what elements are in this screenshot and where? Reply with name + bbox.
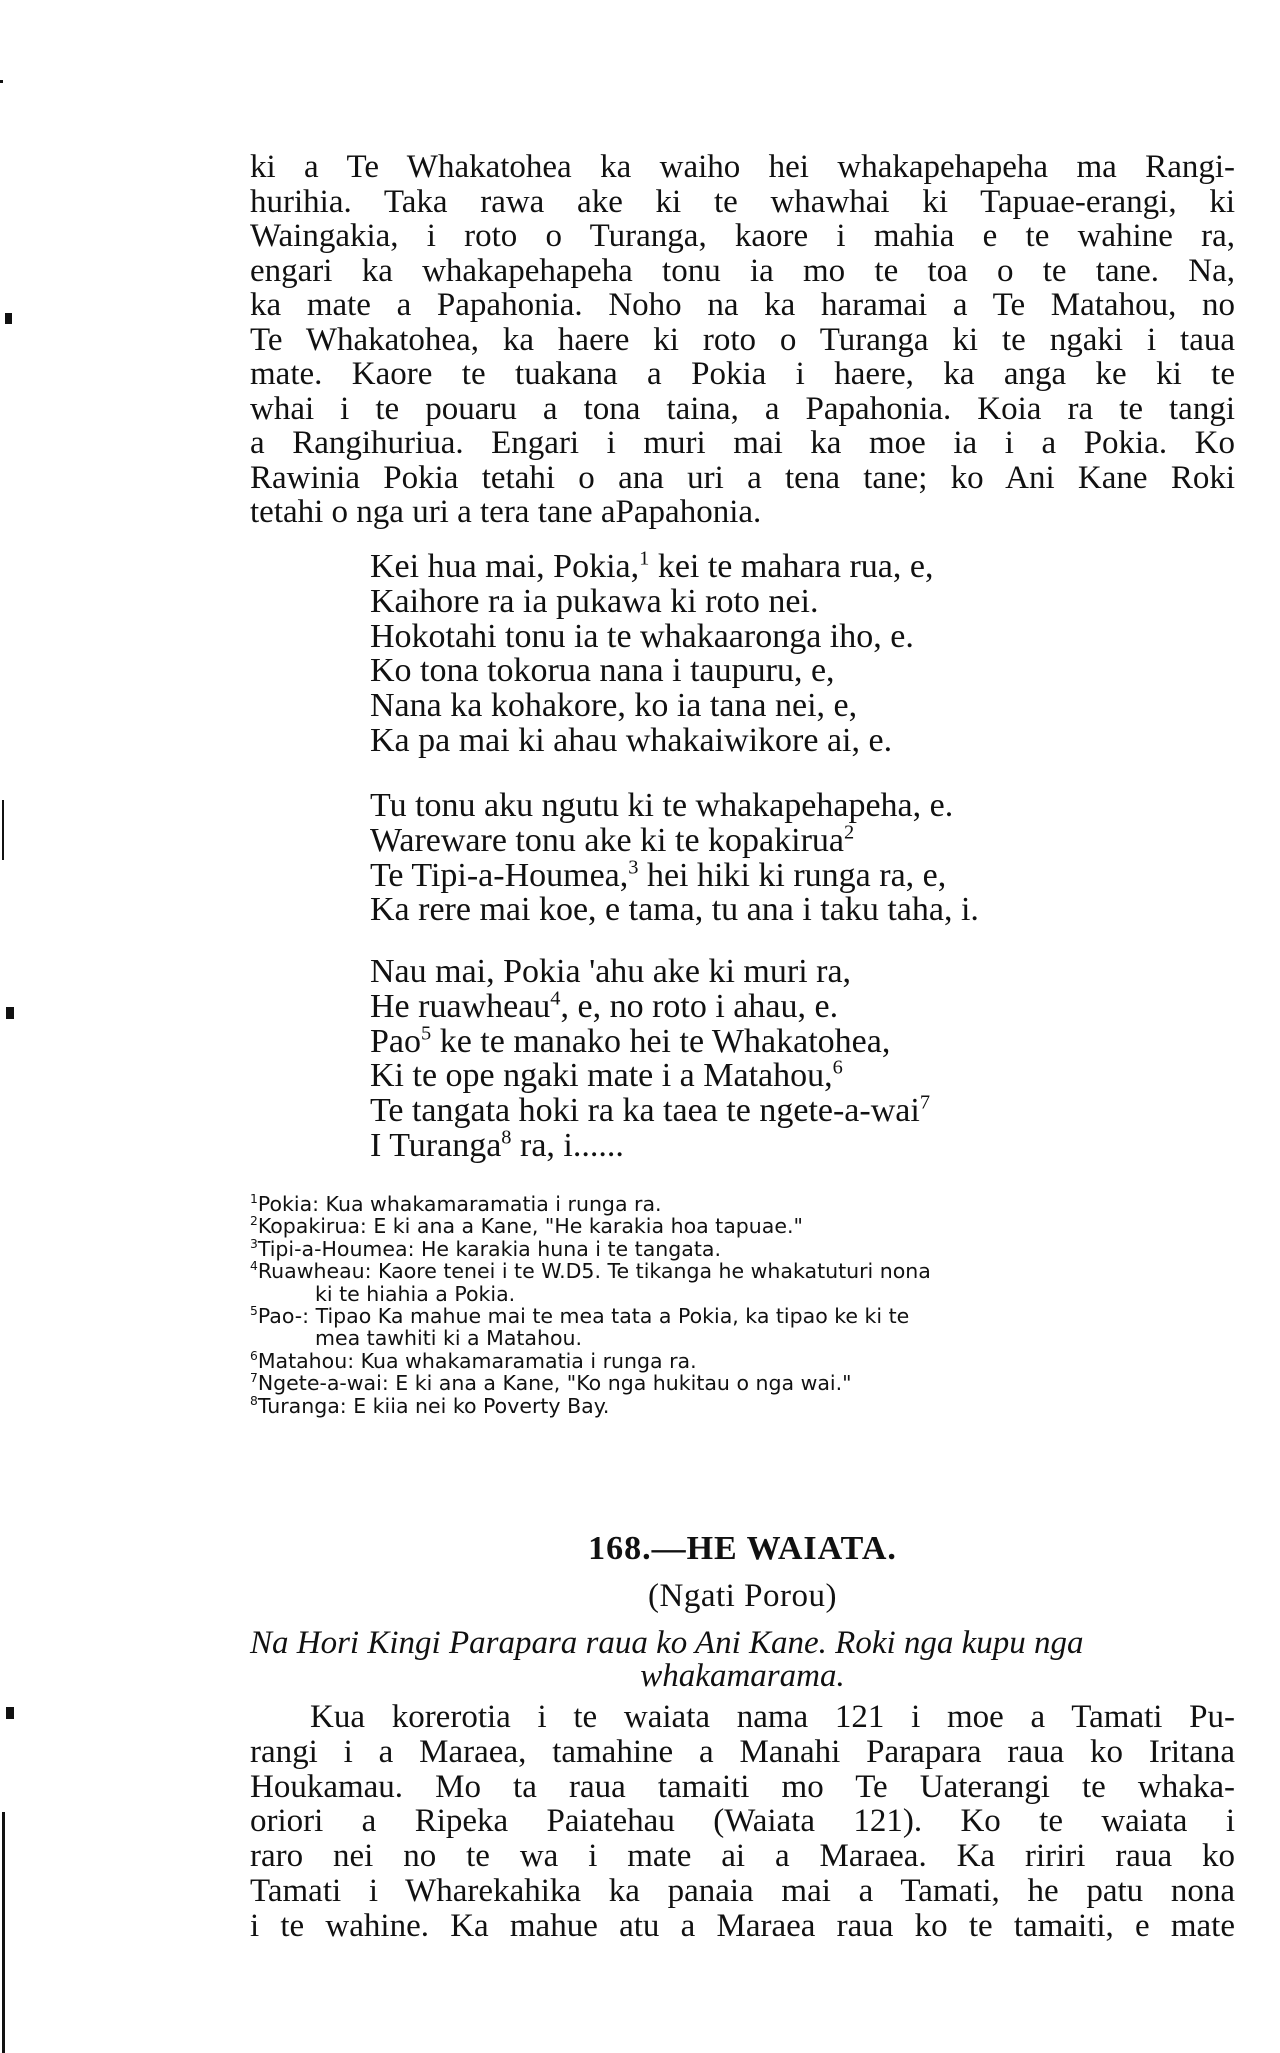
footnote: $^5$Pao-: Tipao Ka mahue mai te mea tata a Pokia, ka tipao ke ki te <box>250 1304 910 1329</box>
text-line: Tamati i Wharekahika ka panaia mai a Tamati, he patu nona <box>250 1872 1235 1909</box>
footnote-ref: 5 <box>421 1022 432 1045</box>
poem-line: Ki te ope ngaki mate i a Matahou,$^6$ <box>370 1057 843 1095</box>
footnote-ref: 1 <box>639 547 650 570</box>
scan-mark <box>5 313 12 324</box>
text-line: raro nei no te wa i mate ai a Maraea. Ka ririri raua ko <box>250 1838 1235 1875</box>
text-line: ki a Te Whakatohea ka waiho hei whakapehapeha ma Rangi- <box>250 149 1235 185</box>
poem-stanza-2 <box>370 789 979 928</box>
main-paragraph <box>250 150 1235 530</box>
footnote: $^6$Matahou: Kua whakamaramatia i runga ra. <box>250 1348 697 1373</box>
text-line: mate. Kaore te tuakana a Pokia i haere, ka anga ke ki te <box>250 356 1235 392</box>
poem-line: I Turanga$^8$ ra, i...... <box>370 1126 624 1164</box>
poem-line: Ka pa mai ki ahau whakaiwikore ai, e. <box>370 721 893 759</box>
attribution-line: whakamarama. <box>640 1658 845 1694</box>
text-line: Kua korerotia i te waiata nama 121 i moe a Tamati Pu- <box>310 1699 1235 1735</box>
attribution-line: Na Hori Kingi Parapara raua ko Ani Kane. Roki nga kupu nga <box>250 1625 1084 1661</box>
text-line: rangi i a Maraea, tamahine a Manahi Parapara raua ko Iritana <box>250 1733 1235 1770</box>
text-line: Te Whakatohea, ka haere ki roto o Turanga ki te ngaki i taua <box>250 321 1235 358</box>
text-line: hurihia. Taka rawa ake ki te whawhai ki Tapuae-erangi, ki <box>250 183 1235 220</box>
text-line: engari ka whakapehapeha tonu ia mo te toa o te tane. Na, <box>250 252 1235 289</box>
poem-line: Wareware tonu ake ki te kopakirua$^2$ <box>370 821 855 859</box>
song-subheading: (Ngati Porou) <box>648 1578 837 1614</box>
text-line: Houkamau. Mo ta raua tamaiti mo Te Uaterangi te whaka- <box>250 1768 1235 1805</box>
text-line: tetahi o nga uri a tera tane aPapahonia. <box>250 494 762 530</box>
song-paragraph <box>250 1700 1235 1944</box>
poem-line: Nana ka kohakore, ko ia tana nei, e, <box>370 687 858 725</box>
poem-line: Pao$^5$ ke te manako hei te Whakatohea, <box>370 1022 891 1060</box>
footnote-ref: 8 <box>501 1126 512 1149</box>
poem-stanza-1 <box>370 547 934 759</box>
text-line: Waingakia, i roto o Turanga, kaore i mahia e te wahine ra, <box>250 218 1235 254</box>
text-line: oriori a Ripeka Paiatehau (Waiata 121). Ko te waiata i <box>250 1803 1235 1840</box>
footnote: $^1$Pokia: Kua whakamaramatia i runga ra. <box>250 1192 662 1216</box>
text-line: a Rangihuriua. Engari i muri mai ka moe ia i a Pokia. Ko <box>250 425 1235 461</box>
footnote: $^2$Kopakirua: E ki ana a Kane, "He karakia hoa tapuae." <box>250 1214 803 1239</box>
scan-mark <box>6 1007 14 1019</box>
poem-line: Kei hua mai, Pokia,$^1$ kei te mahara rua, e, <box>370 547 934 585</box>
song-attribution <box>250 1627 1235 1693</box>
scan-mark <box>0 80 3 83</box>
footnote-ref: 2 <box>844 821 855 844</box>
text-line: i te wahine. Ka mahue atu a Maraea raua ko te tamaiti, e mate <box>250 1907 1235 1944</box>
scan-mark <box>2 800 4 860</box>
poem-line: Kaihore ra ia pukawa ki roto nei. <box>370 582 819 620</box>
poem-line: Te tangata hoki ra ka taea te ngete-a-wai$^7$ <box>370 1091 931 1130</box>
footnote-ref: 3 <box>628 856 639 879</box>
footnote: $^3$Tipi-a-Houmea: He karakia huna i te tangata. <box>250 1236 721 1261</box>
poem-line: Nau mai, Pokia 'ahu ake ki muri ra, <box>370 953 852 990</box>
scan-mark <box>6 1707 14 1719</box>
poem-stanza-3 <box>370 955 930 1164</box>
footnote: $^8$Turanga: E kiia nei ko Poverty Bay. <box>250 1393 610 1418</box>
poem-line: Ko tona tokorua nana i taupuru, e, <box>370 652 835 690</box>
poem-line: Te Tipi-a-Houmea,$^3$ hei hiki ki runga ra, e, <box>370 856 947 894</box>
footnotes <box>250 1193 1235 1417</box>
footnote-ref: 7 <box>919 1091 931 1114</box>
footnote-continuation: mea tawhiti ki a Matahou. <box>315 1326 583 1351</box>
footnote-ref: 4 <box>550 987 561 1010</box>
poem-line: Ka rere mai koe, e tama, tu ana i taku taha, i. <box>370 891 979 929</box>
song-heading: 168.—HE WAIATA. <box>588 1530 897 1567</box>
text-line: ka mate a Papahonia. Noho na ka haramai a Te Matahou, no <box>250 287 1235 323</box>
text-line: Rawinia Pokia tetahi o ana uri a tena tane; ko Ani Kane Roki <box>250 459 1235 496</box>
footnote: $^4$Ruawheau: Kaore tenei i te W.D5. Te tikanga he whakatuturi nona <box>250 1259 931 1284</box>
text-line: whai i te pouaru a tona taina, a Papahonia. Koia ra te tangi <box>250 390 1235 427</box>
footnote-ref: 6 <box>832 1057 843 1080</box>
poem-line: Tu tonu aku ngutu ki te whakapehapeha, e. <box>370 787 954 824</box>
poem-line: Hokotahi tonu ia te whakaaronga iho, e. <box>370 617 914 655</box>
poem-line: He ruawheau$^4$, e, no roto i ahau, e. <box>370 987 839 1025</box>
footnote-continuation: ki te hiahia a Pokia. <box>315 1281 516 1306</box>
footnote: $^7$Ngete-a-wai: E ki ana a Kane, "Ko nga hukitau o nga wai." <box>250 1371 852 1396</box>
scan-mark <box>2 1812 5 2053</box>
